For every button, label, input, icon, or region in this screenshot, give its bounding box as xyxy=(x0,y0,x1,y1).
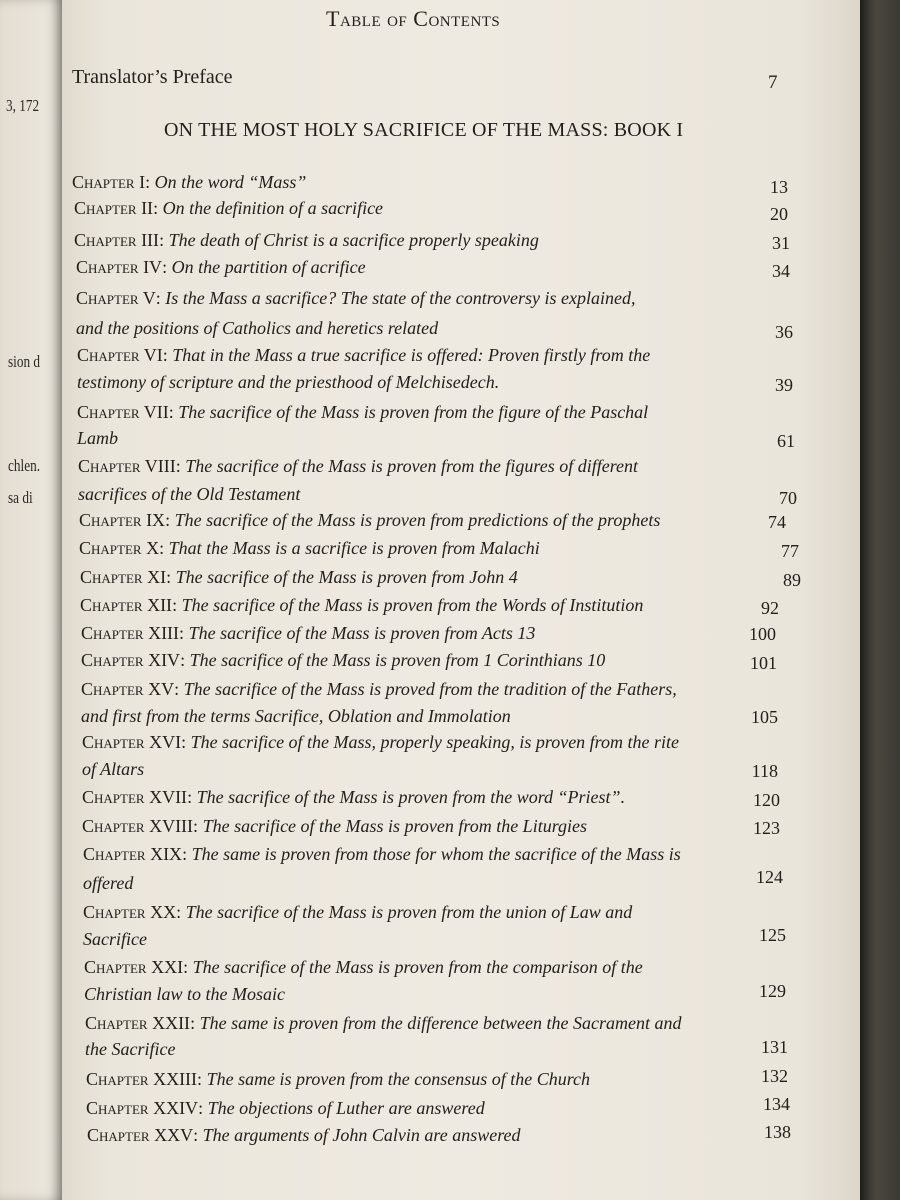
chapter-title-continued: Lamb xyxy=(77,428,119,448)
chapter-label: Chapter V xyxy=(76,288,156,308)
chapter-title: On the definition of a sacrifice xyxy=(162,198,384,218)
chapter-page-number: 124 xyxy=(756,867,783,887)
chapter-page-number: 39 xyxy=(775,375,793,395)
chapter-entry xyxy=(79,510,660,531)
chapter-title-continued: of Altars xyxy=(82,759,145,779)
chapter-label: Chapter XIX xyxy=(83,844,183,864)
chapter-page-number: 123 xyxy=(753,818,780,838)
chapter-title: The sacrifice of the Mass is proven from the figures of different xyxy=(185,456,639,476)
chapter-page-number: 74 xyxy=(768,512,786,532)
chapter-title: On the partition of acrifice xyxy=(171,257,366,277)
chapter-entry xyxy=(74,198,383,219)
chapter-separator: : xyxy=(176,902,186,922)
chapter-label: Chapter XVI xyxy=(82,732,182,752)
chapter-page-number: 100 xyxy=(749,624,776,644)
chapter-entry xyxy=(81,623,535,644)
chapter-separator: : xyxy=(183,957,193,977)
chapter-title: Is the Mass a sacrifice? The state of the controversy is explained, xyxy=(165,288,636,308)
chapter-separator: : xyxy=(145,172,155,192)
chapter-entry xyxy=(76,257,366,278)
chapter-label: Chapter XIV xyxy=(81,650,181,670)
chapter-title: That in the Mass a true sacrifice is offered: Proven firstly from the xyxy=(172,345,651,365)
margin-fragment: 3, 172 xyxy=(6,96,40,115)
chapter-label: Chapter IV xyxy=(76,257,163,277)
chapter-separator: : xyxy=(162,345,173,365)
chapter-title: The same is proven from those for whom the sacrifice of the Mass is xyxy=(191,844,681,864)
chapter-separator: : xyxy=(153,198,163,218)
chapter-page-number: 89 xyxy=(783,570,801,590)
chapter-title: The sacrifice of the Mass is proven from the word “Priest”. xyxy=(196,787,626,807)
chapter-label: Chapter XXV xyxy=(87,1125,194,1145)
chapter-title: The objections of Luther are answered xyxy=(207,1098,485,1118)
chapter-title: The arguments of John Calvin are answered xyxy=(202,1125,521,1145)
chapter-page-number: 61 xyxy=(777,431,795,451)
book-heading: ON THE MOST HOLY SACRIFICE OF THE MASS: BOOK I xyxy=(164,119,684,141)
preface-entry-title: Translator’s Preface xyxy=(72,66,233,88)
chapter-page-number: 92 xyxy=(761,598,779,618)
chapter-entry xyxy=(80,595,643,616)
chapter-separator: : xyxy=(197,1069,207,1089)
chapter-page-number: 132 xyxy=(761,1066,788,1086)
chapter-label: Chapter IX xyxy=(79,510,166,530)
chapter-separator: : xyxy=(190,1013,200,1033)
chapter-entry xyxy=(76,288,636,309)
chapter-label: Chapter VII xyxy=(77,402,169,422)
chapter-label: Chapter XVII xyxy=(82,787,188,807)
chapter-page-number: 125 xyxy=(759,925,786,945)
chapter-separator: : xyxy=(159,230,169,250)
chapter-separator: : xyxy=(172,595,182,615)
chapter-title-continued: the Sacrifice xyxy=(85,1039,176,1059)
chapter-separator: : xyxy=(187,787,197,807)
chapter-entry xyxy=(81,679,677,700)
chapter-separator: : xyxy=(155,288,166,308)
chapter-entry xyxy=(86,1069,590,1090)
chapter-title-continued: and first from the terms Sacrifice, Oblation and Immolation xyxy=(81,706,511,726)
chapter-separator: : xyxy=(166,567,176,587)
chapter-label: Chapter XXII xyxy=(85,1013,191,1033)
chapter-page-number: 118 xyxy=(751,761,778,781)
chapter-title: The sacrifice of the Mass is proven from the union of Law and xyxy=(185,902,633,922)
chapter-label: Chapter I xyxy=(72,172,146,192)
chapter-label: Chapter XXI xyxy=(84,957,184,977)
chapter-separator: : xyxy=(168,402,179,422)
chapter-title: The sacrifice of the Mass is proven from the figure of the Paschal xyxy=(178,402,649,422)
chapter-separator: : xyxy=(180,650,190,670)
chapter-separator: : xyxy=(193,1125,203,1145)
chapter-page-number: 129 xyxy=(759,981,786,1001)
chapter-entry xyxy=(86,1098,485,1119)
chapter-separator: : xyxy=(174,679,184,699)
chapter-title-continued: Christian law to the Mosaic xyxy=(84,984,286,1004)
chapter-page-number: 105 xyxy=(751,707,778,727)
chapter-separator: : xyxy=(198,1098,208,1118)
chapter-page-number: 31 xyxy=(772,233,790,253)
chapter-title: The sacrifice of the Mass is proven from John 4 xyxy=(175,567,518,587)
chapter-title: The same is proven from the difference between the Sacrament and xyxy=(199,1013,682,1033)
chapter-entry xyxy=(80,567,518,588)
chapter-label: Chapter XIII xyxy=(81,623,180,643)
chapter-page-number: 77 xyxy=(781,541,799,561)
chapter-entry xyxy=(83,844,681,865)
chapter-label: Chapter VI xyxy=(77,345,163,365)
chapter-page-number: 131 xyxy=(761,1037,788,1057)
chapter-title-continued: sacrifices of the Old Testament xyxy=(78,484,301,504)
chapter-page-number: 120 xyxy=(753,790,780,810)
chapter-label: Chapter VIII xyxy=(78,456,176,476)
chapter-title: The sacrifice of the Mass is proven from Acts 13 xyxy=(188,623,536,643)
preface-entry-page: 7 xyxy=(768,72,778,93)
chapter-label: Chapter XI xyxy=(80,567,167,587)
chapter-entry xyxy=(78,456,638,477)
chapter-title: That the Mass is a sacrifice is proven from Malachi xyxy=(168,538,540,558)
chapter-entry xyxy=(84,957,643,978)
chapter-title: The sacrifice of the Mass is proved from the tradition of the Fathers, xyxy=(183,679,677,699)
chapter-label: Chapter XVIII xyxy=(82,816,194,836)
chapter-entry xyxy=(82,816,587,837)
chapter-title: The sacrifice of the Mass is proven from predictions of the prophets xyxy=(174,510,661,530)
chapter-page-number: 138 xyxy=(764,1122,791,1142)
chapter-separator: : xyxy=(175,456,186,476)
chapter-entry xyxy=(77,345,650,366)
chapter-label: Chapter III xyxy=(74,230,160,250)
chapter-label: Chapter XXIV xyxy=(86,1098,199,1118)
chapter-title-continued: offered xyxy=(83,873,134,893)
chapter-title: The sacrifice of the Mass is proven from the Liturgies xyxy=(202,816,588,836)
chapter-page-number: 70 xyxy=(779,488,797,508)
page-title: Table of Contents xyxy=(326,6,501,31)
chapter-separator: : xyxy=(165,510,175,530)
chapter-page-number: 36 xyxy=(775,322,793,342)
chapter-title: The sacrifice of the Mass is proven from the Words of Institution xyxy=(181,595,644,615)
margin-fragment: chlen. xyxy=(8,456,41,475)
chapter-label: Chapter XXIII xyxy=(86,1069,198,1089)
chapter-entry xyxy=(82,787,625,808)
chapter-label: Chapter X xyxy=(79,538,160,558)
chapter-separator: : xyxy=(182,844,192,864)
chapter-title: The same is proven from the consensus of the Church xyxy=(206,1069,591,1089)
chapter-label: Chapter II xyxy=(74,198,154,218)
chapter-entry xyxy=(79,538,540,559)
chapter-label: Chapter XX xyxy=(83,902,177,922)
chapter-entry xyxy=(81,650,605,671)
chapter-entry xyxy=(72,172,306,193)
chapter-title: The sacrifice of the Mass, properly speaking, is proven from the rite xyxy=(190,732,680,752)
chapter-separator: : xyxy=(162,257,172,277)
chapter-title: The death of Christ is a sacrifice properly speaking xyxy=(168,230,539,250)
margin-fragment: sion d xyxy=(8,352,41,371)
chapter-entry xyxy=(74,230,539,251)
chapter-entry xyxy=(77,402,648,423)
margin-fragment: sa di xyxy=(8,488,33,507)
chapter-separator: : xyxy=(159,538,169,558)
chapter-title: The sacrifice of the Mass is proven from 1 Corinthians 10 xyxy=(189,650,606,670)
chapter-title-continued: Sacrifice xyxy=(83,929,147,949)
chapter-title-continued: testimony of scripture and the priesthood of Melchisedech. xyxy=(77,372,500,392)
chapter-entry xyxy=(82,732,679,753)
chapter-entry xyxy=(85,1013,681,1034)
chapter-entry xyxy=(83,902,632,923)
chapter-separator: : xyxy=(179,623,189,643)
chapter-entry xyxy=(87,1125,521,1146)
chapter-separator: : xyxy=(193,816,203,836)
chapter-page-number: 13 xyxy=(770,177,788,197)
chapter-title-continued: and the positions of Catholics and heretics related xyxy=(76,318,439,338)
chapter-label: Chapter XV xyxy=(81,679,175,699)
chapter-label: Chapter XII xyxy=(80,595,173,615)
chapter-title: The sacrifice of the Mass is proven from the comparison of the xyxy=(192,957,643,977)
chapter-page-number: 101 xyxy=(750,653,777,673)
chapter-separator: : xyxy=(181,732,191,752)
chapter-title: On the word “Mass” xyxy=(154,172,307,192)
chapter-page-number: 20 xyxy=(770,204,788,224)
chapter-page-number: 134 xyxy=(763,1094,790,1114)
chapter-page-number: 34 xyxy=(772,261,790,281)
